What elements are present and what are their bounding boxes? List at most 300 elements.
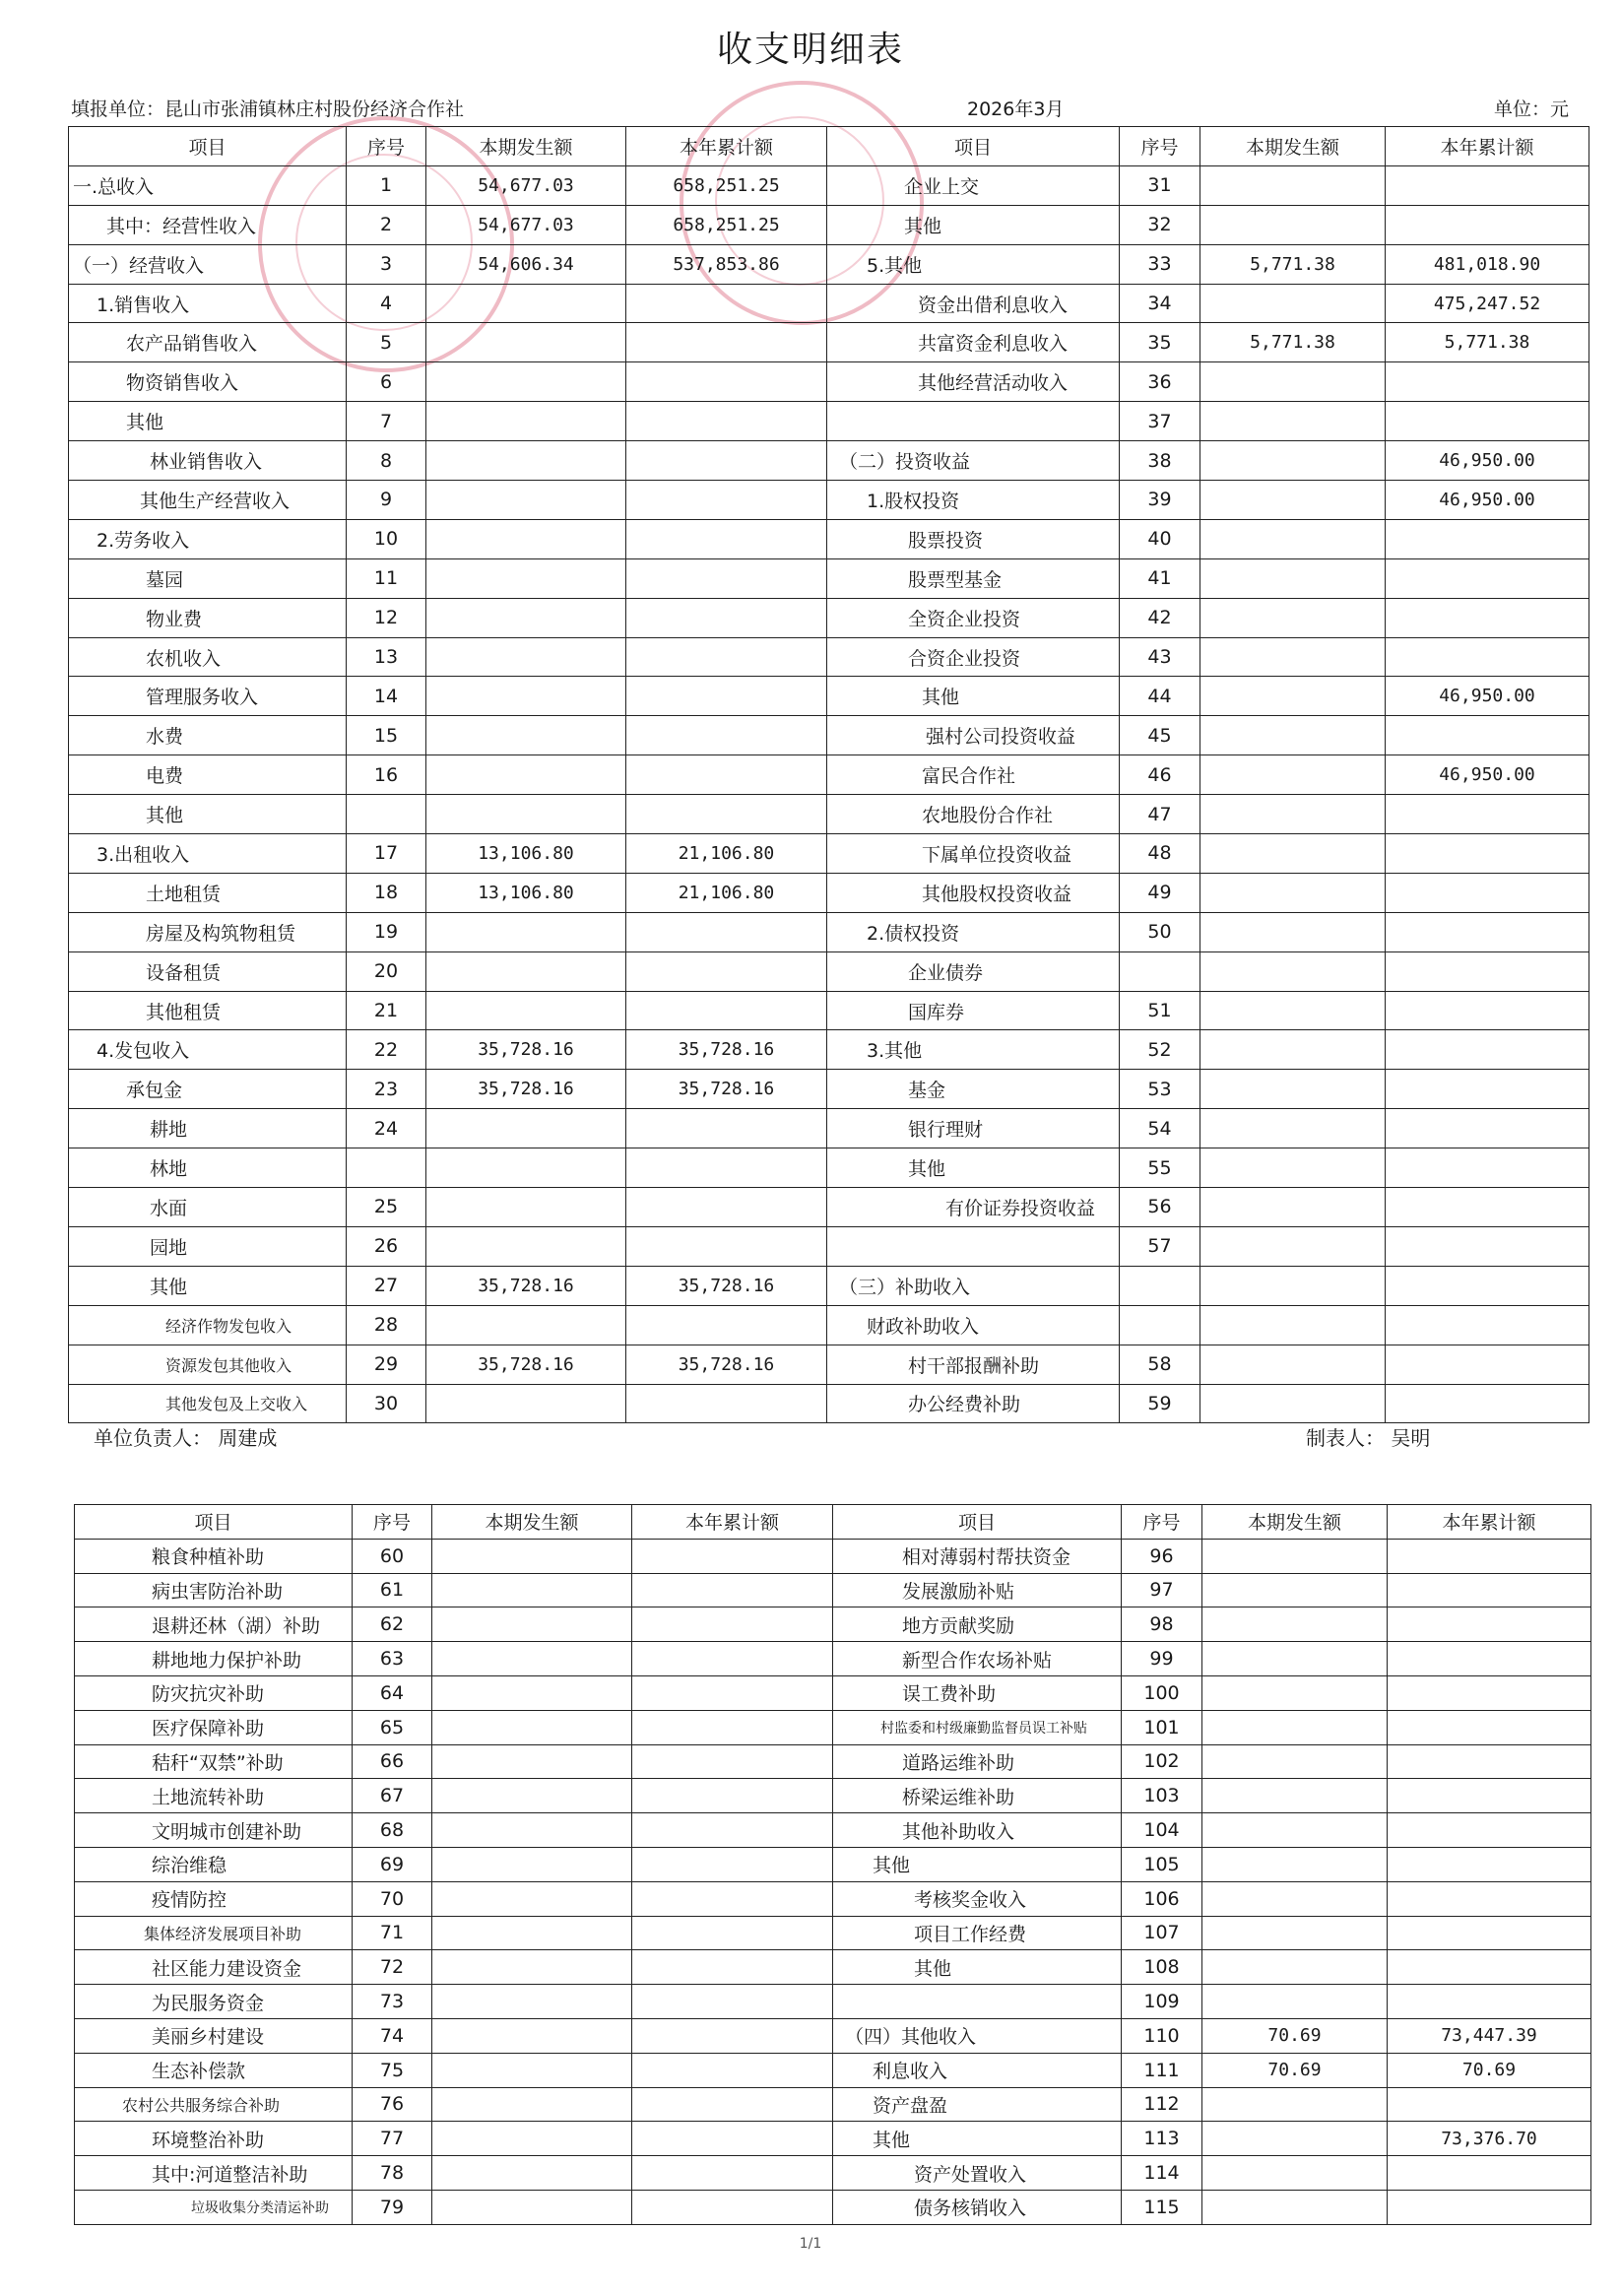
row-seq-left: 6	[347, 362, 426, 402]
row-item-right: 3.其他	[827, 1030, 1120, 1070]
table-row	[69, 716, 1589, 755]
row-current-right	[1200, 1384, 1386, 1423]
row-current-right: 5,771.38	[1200, 323, 1386, 362]
row-ytd-right	[1386, 1070, 1589, 1109]
row-seq-left: 60	[353, 1539, 432, 1573]
row-ytd-right: 70.69	[1388, 2053, 1591, 2087]
income-table-1	[68, 126, 1589, 1423]
row-seq-right: 101	[1122, 1710, 1202, 1744]
row-seq-right: 102	[1122, 1744, 1202, 1779]
row-seq-right: 48	[1120, 834, 1200, 874]
row-item-left: 林地	[69, 1148, 347, 1188]
row-ytd-left	[626, 716, 827, 755]
row-seq-right: 35	[1120, 323, 1200, 362]
row-ytd-right: 73,447.39	[1388, 2018, 1591, 2053]
row-current-right	[1202, 1813, 1388, 1848]
table-row	[75, 1950, 1591, 1985]
table-row	[69, 598, 1589, 637]
row-seq-right: 50	[1120, 912, 1200, 951]
table-row	[69, 991, 1589, 1030]
row-ytd-left	[632, 1779, 833, 1813]
row-ytd-right	[1386, 402, 1589, 441]
row-current-right	[1200, 284, 1386, 323]
row-item-left: 垃圾收集分类清运补助	[75, 2190, 353, 2224]
row-item-right: 项目工作经费	[833, 1916, 1122, 1950]
row-current-right	[1200, 991, 1386, 1030]
row-current-right	[1200, 165, 1386, 205]
row-item-right: 地方贡献奖励	[833, 1607, 1122, 1642]
row-item-right: 银行理财	[827, 1109, 1120, 1148]
row-current-left	[432, 1744, 632, 1779]
row-seq-right: 105	[1122, 1847, 1202, 1881]
row-current-left	[426, 1384, 626, 1423]
row-item-left: 农机收入	[69, 637, 347, 677]
row-current-right	[1202, 1985, 1388, 2019]
row-item-left: 物业费	[69, 598, 347, 637]
row-seq-left: 16	[347, 755, 426, 795]
table-row	[69, 637, 1589, 677]
row-current-right	[1200, 834, 1386, 874]
table-row	[69, 795, 1589, 834]
row-item-right: 新型合作农场补贴	[833, 1642, 1122, 1676]
row-current-left	[426, 558, 626, 598]
row-item-left: 其他发包及上交收入	[69, 1384, 347, 1423]
table-row	[69, 1109, 1589, 1148]
row-item-right: 村监委和村级廉勤监督员误工补贴	[833, 1710, 1122, 1744]
row-item-left: 农产品销售收入	[69, 323, 347, 362]
row-current-right	[1200, 1148, 1386, 1188]
row-current-left	[432, 1985, 632, 2019]
row-ytd-left	[632, 1950, 833, 1985]
table-row	[69, 323, 1589, 362]
row-current-right	[1200, 716, 1386, 755]
row-item-right: 企业债券	[827, 951, 1120, 991]
row-seq-left: 24	[347, 1109, 426, 1148]
row-item-left: 房屋及构筑物租赁	[69, 912, 347, 951]
row-seq-right: 114	[1122, 2156, 1202, 2191]
table-row	[69, 205, 1589, 244]
row-ytd-left	[626, 558, 827, 598]
row-ytd-right	[1386, 912, 1589, 951]
row-seq-left: 14	[347, 677, 426, 716]
row-current-left	[432, 1573, 632, 1607]
row-current-right	[1200, 1109, 1386, 1148]
row-current-left	[432, 1607, 632, 1642]
row-seq-left: 64	[353, 1675, 432, 1710]
row-seq-right: 115	[1122, 2190, 1202, 2224]
table-row	[69, 834, 1589, 874]
row-seq-left: 26	[347, 1226, 426, 1266]
table-row	[75, 1573, 1591, 1607]
row-seq-right: 55	[1120, 1148, 1200, 1188]
row-current-right	[1200, 755, 1386, 795]
row-seq-right: 96	[1122, 1539, 1202, 1573]
row-item-left: 环境整治补助	[75, 2122, 353, 2156]
table-row	[75, 1744, 1591, 1779]
row-ytd-right	[1388, 2087, 1591, 2122]
header-seq: 序号	[1120, 127, 1200, 166]
table-row	[75, 2156, 1591, 2191]
row-current-right	[1202, 1539, 1388, 1573]
row-ytd-left	[626, 323, 827, 362]
row-item-left: 美丽乡村建设	[75, 2018, 353, 2053]
row-item-left: 4.发包收入	[69, 1030, 347, 1070]
row-item-right: 企业上交	[827, 165, 1120, 205]
row-current-right	[1200, 873, 1386, 912]
row-seq-right: 112	[1122, 2087, 1202, 2122]
row-item-right: 共富资金利息收入	[827, 323, 1120, 362]
table-row	[69, 677, 1589, 716]
row-seq-left: 2	[347, 205, 426, 244]
row-ytd-right	[1386, 951, 1589, 991]
row-current-left	[432, 2122, 632, 2156]
row-current-right	[1202, 2122, 1388, 2156]
row-item-right: 其他经营活动收入	[827, 362, 1120, 402]
table-header-row	[75, 1505, 1591, 1540]
row-seq-left: 78	[353, 2156, 432, 2191]
row-item-left: 其他租赁	[69, 991, 347, 1030]
row-ytd-left	[626, 362, 827, 402]
row-current-left	[426, 284, 626, 323]
row-seq-left: 28	[347, 1305, 426, 1345]
row-seq-right: 41	[1120, 558, 1200, 598]
row-ytd-right	[1388, 1539, 1591, 1573]
row-item-left: 其他	[69, 1266, 347, 1305]
row-current-right	[1200, 1226, 1386, 1266]
table-row	[69, 362, 1589, 402]
income-table-2	[74, 1504, 1591, 2225]
row-item-left: 综治维稳	[75, 1847, 353, 1881]
row-item-left: 园地	[69, 1226, 347, 1266]
row-current-right	[1202, 1950, 1388, 1985]
header-item: 项目	[69, 127, 347, 166]
row-current-left	[426, 362, 626, 402]
row-current-right	[1200, 362, 1386, 402]
row-item-right: 利息收入	[833, 2053, 1122, 2087]
row-item-right: 合资企业投资	[827, 637, 1120, 677]
row-ytd-left	[626, 755, 827, 795]
row-item-left: 电费	[69, 755, 347, 795]
row-current-left: 54,606.34	[426, 244, 626, 284]
row-current-left	[426, 1305, 626, 1345]
row-seq-left: 12	[347, 598, 426, 637]
row-current-right	[1200, 1030, 1386, 1070]
row-current-left: 13,106.80	[426, 873, 626, 912]
row-current-left	[426, 481, 626, 520]
row-ytd-left: 21,106.80	[626, 873, 827, 912]
row-ytd-left	[632, 1847, 833, 1881]
row-item-left: 一.总收入	[69, 165, 347, 205]
row-seq-right: 54	[1120, 1109, 1200, 1148]
row-seq-right: 97	[1122, 1573, 1202, 1607]
row-seq-left: 72	[353, 1950, 432, 1985]
header-item: 项目	[75, 1505, 353, 1540]
header-current: 本期发生额	[426, 127, 626, 166]
row-ytd-right	[1386, 991, 1589, 1030]
row-item-right: 资金出借利息收入	[827, 284, 1120, 323]
row-seq-right: 110	[1122, 2018, 1202, 2053]
row-item-right: 农地股份合作社	[827, 795, 1120, 834]
row-item-right: 其他股权投资收益	[827, 873, 1120, 912]
row-seq-right	[1120, 1266, 1200, 1305]
row-current-right	[1200, 481, 1386, 520]
row-ytd-right	[1388, 1950, 1591, 1985]
row-current-right	[1202, 1573, 1388, 1607]
row-current-left	[432, 1916, 632, 1950]
row-seq-right: 34	[1120, 284, 1200, 323]
row-item-right: 2.债权投资	[827, 912, 1120, 951]
responsible-person: 单位负责人： 周建成	[94, 1426, 278, 1450]
row-seq-right: 99	[1122, 1642, 1202, 1676]
row-seq-right: 58	[1120, 1345, 1200, 1384]
row-ytd-left: 35,728.16	[626, 1070, 827, 1109]
header-current: 本期发生额	[1202, 1505, 1388, 1540]
row-current-left	[426, 951, 626, 991]
table-row	[69, 481, 1589, 520]
row-item-left: 设备租赁	[69, 951, 347, 991]
row-ytd-left	[626, 912, 827, 951]
row-seq-left: 74	[353, 2018, 432, 2053]
row-ytd-right	[1388, 1916, 1591, 1950]
row-item-right: 桥梁运维补助	[833, 1779, 1122, 1813]
row-item-right: 5.其他	[827, 244, 1120, 284]
row-seq-left: 17	[347, 834, 426, 874]
row-current-right	[1202, 1642, 1388, 1676]
row-seq-left: 61	[353, 1573, 432, 1607]
row-seq-right: 53	[1120, 1070, 1200, 1109]
row-ytd-right	[1386, 1266, 1589, 1305]
row-ytd-right: 46,950.00	[1386, 481, 1589, 520]
row-seq-left: 1	[347, 165, 426, 205]
row-item-right: 其他	[827, 1148, 1120, 1188]
row-ytd-left: 35,728.16	[626, 1030, 827, 1070]
row-current-right	[1200, 598, 1386, 637]
row-ytd-right	[1386, 1030, 1589, 1070]
table-row	[75, 1675, 1591, 1710]
row-current-left	[432, 1881, 632, 1916]
header-item: 项目	[827, 127, 1120, 166]
row-seq-left: 79	[353, 2190, 432, 2224]
row-ytd-right	[1388, 1985, 1591, 2019]
row-ytd-left	[626, 519, 827, 558]
table-row	[69, 1030, 1589, 1070]
row-seq-right: 52	[1120, 1030, 1200, 1070]
row-item-left: 其中:河道整洁补助	[75, 2156, 353, 2191]
row-ytd-right	[1386, 1384, 1589, 1423]
row-seq-left: 30	[347, 1384, 426, 1423]
row-seq-right: 56	[1120, 1188, 1200, 1227]
row-ytd-right: 46,950.00	[1386, 677, 1589, 716]
row-item-right: 债务核销收入	[833, 2190, 1122, 2224]
row-seq-right: 103	[1122, 1779, 1202, 1813]
row-current-right	[1200, 1188, 1386, 1227]
row-item-left: 其中：经营性收入	[69, 205, 347, 244]
row-item-left: 经济作物发包收入	[69, 1305, 347, 1345]
row-ytd-left	[632, 1539, 833, 1573]
row-ytd-left	[632, 1710, 833, 1744]
row-current-right	[1202, 1744, 1388, 1779]
row-item-left: 医疗保障补助	[75, 1710, 353, 1744]
row-seq-right: 108	[1122, 1950, 1202, 1985]
row-ytd-left: 35,728.16	[626, 1266, 827, 1305]
table-header-row	[69, 127, 1589, 166]
row-ytd-left	[626, 1109, 827, 1148]
row-seq-right: 51	[1120, 991, 1200, 1030]
row-item-right: 其他	[827, 677, 1120, 716]
row-ytd-left	[626, 441, 827, 481]
row-current-left	[426, 991, 626, 1030]
row-item-right: 全资企业投资	[827, 598, 1120, 637]
row-current-left	[432, 2018, 632, 2053]
row-ytd-left	[632, 2156, 833, 2191]
table-row	[69, 1188, 1589, 1227]
row-item-left: 土地流转补助	[75, 1779, 353, 1813]
row-ytd-left	[632, 2018, 833, 2053]
row-ytd-right	[1386, 1148, 1589, 1188]
row-item-right: 有价证券投资收益	[827, 1188, 1120, 1227]
row-item-right: 股票投资	[827, 519, 1120, 558]
row-seq-right: 37	[1120, 402, 1200, 441]
table-row	[75, 1813, 1591, 1848]
row-ytd-right	[1388, 1744, 1591, 1779]
row-current-left	[426, 912, 626, 951]
row-ytd-right: 5,771.38	[1386, 323, 1589, 362]
row-seq-left: 73	[353, 1985, 432, 2019]
row-ytd-left	[632, 1813, 833, 1848]
row-seq-left: 27	[347, 1266, 426, 1305]
row-current-left	[426, 1226, 626, 1266]
row-item-right: （四）其他收入	[833, 2018, 1122, 2053]
row-item-right: 1.股权投资	[827, 481, 1120, 520]
row-ytd-right	[1388, 1813, 1591, 1848]
table-row	[75, 1710, 1591, 1744]
row-seq-left: 67	[353, 1779, 432, 1813]
row-current-left: 35,728.16	[426, 1266, 626, 1305]
row-ytd-right	[1386, 1305, 1589, 1345]
row-current-right	[1202, 1675, 1388, 1710]
table-row	[69, 873, 1589, 912]
row-item-right: 其他	[827, 205, 1120, 244]
row-current-left	[432, 1539, 632, 1573]
table-row	[69, 519, 1589, 558]
table-row	[75, 1642, 1591, 1676]
row-ytd-left	[626, 402, 827, 441]
row-item-left: 病虫害防治补助	[75, 1573, 353, 1607]
row-current-left	[432, 1813, 632, 1848]
row-current-right	[1200, 1305, 1386, 1345]
preparer: 制表人： 吴明	[1306, 1426, 1431, 1450]
row-item-left: 3.出租收入	[69, 834, 347, 874]
row-ytd-right	[1386, 795, 1589, 834]
row-seq-left: 19	[347, 912, 426, 951]
row-item-left: 2.劳务收入	[69, 519, 347, 558]
row-item-right: 考核奖金收入	[833, 1881, 1122, 1916]
row-current-right	[1202, 1916, 1388, 1950]
row-seq-left: 4	[347, 284, 426, 323]
row-item-right: 相对薄弱村帮扶资金	[833, 1539, 1122, 1573]
row-current-left	[426, 519, 626, 558]
table-row	[75, 1539, 1591, 1573]
row-item-right: （三）补助收入	[827, 1266, 1120, 1305]
table-row	[75, 1847, 1591, 1881]
row-seq-right: 36	[1120, 362, 1200, 402]
row-ytd-left	[626, 284, 827, 323]
currency-unit: 单位：元	[1494, 98, 1570, 120]
row-item-right: 强村公司投资收益	[827, 716, 1120, 755]
table-row	[75, 2053, 1591, 2087]
row-ytd-left	[632, 1985, 833, 2019]
row-current-right	[1200, 795, 1386, 834]
row-ytd-right	[1388, 1847, 1591, 1881]
row-current-left	[426, 755, 626, 795]
row-item-left: 社区能力建设资金	[75, 1950, 353, 1985]
row-ytd-left	[626, 951, 827, 991]
row-current-left	[426, 1109, 626, 1148]
row-current-left	[426, 1148, 626, 1188]
row-ytd-right	[1388, 1675, 1591, 1710]
row-ytd-left	[626, 1188, 827, 1227]
table-row	[75, 2190, 1591, 2224]
row-seq-left: 21	[347, 991, 426, 1030]
row-seq-left: 76	[353, 2087, 432, 2122]
row-ytd-right	[1388, 1710, 1591, 1744]
row-seq-left: 3	[347, 244, 426, 284]
row-current-right	[1200, 637, 1386, 677]
row-item-left: 物资销售收入	[69, 362, 347, 402]
row-ytd-left	[632, 1607, 833, 1642]
row-current-right	[1200, 1345, 1386, 1384]
row-item-left: 疫情防控	[75, 1881, 353, 1916]
row-current-right	[1200, 1266, 1386, 1305]
row-item-right	[827, 1226, 1120, 1266]
table-row	[69, 1345, 1589, 1384]
row-seq-left: 29	[347, 1345, 426, 1384]
row-current-left: 54,677.03	[426, 165, 626, 205]
table-row	[69, 951, 1589, 991]
row-seq-right: 42	[1120, 598, 1200, 637]
header-seq: 序号	[1122, 1505, 1202, 1540]
row-item-right: 财政补助收入	[827, 1305, 1120, 1345]
row-seq-left: 5	[347, 323, 426, 362]
row-current-left	[432, 1779, 632, 1813]
row-ytd-right	[1388, 1779, 1591, 1813]
row-ytd-left	[626, 677, 827, 716]
row-current-left: 35,728.16	[426, 1030, 626, 1070]
row-ytd-left	[632, 1744, 833, 1779]
row-ytd-right: 46,950.00	[1386, 755, 1589, 795]
row-item-left: 其他	[69, 402, 347, 441]
row-ytd-right	[1386, 873, 1589, 912]
row-current-left	[432, 1710, 632, 1744]
page-number: 1/1	[799, 2236, 822, 2252]
row-seq-right: 46	[1120, 755, 1200, 795]
row-ytd-right	[1386, 519, 1589, 558]
row-current-left	[426, 323, 626, 362]
table-row	[69, 1148, 1589, 1188]
row-current-right	[1200, 677, 1386, 716]
row-item-right: 富民合作社	[827, 755, 1120, 795]
row-seq-right: 107	[1122, 1916, 1202, 1950]
row-ytd-right: 73,376.70	[1388, 2122, 1591, 2156]
row-seq-right: 43	[1120, 637, 1200, 677]
header-item: 项目	[833, 1505, 1122, 1540]
row-item-right: 下属单位投资收益	[827, 834, 1120, 874]
row-seq-left: 65	[353, 1710, 432, 1744]
row-ytd-left	[632, 2190, 833, 2224]
row-item-left: 水面	[69, 1188, 347, 1227]
row-ytd-right	[1388, 2190, 1591, 2224]
row-ytd-left	[626, 1226, 827, 1266]
